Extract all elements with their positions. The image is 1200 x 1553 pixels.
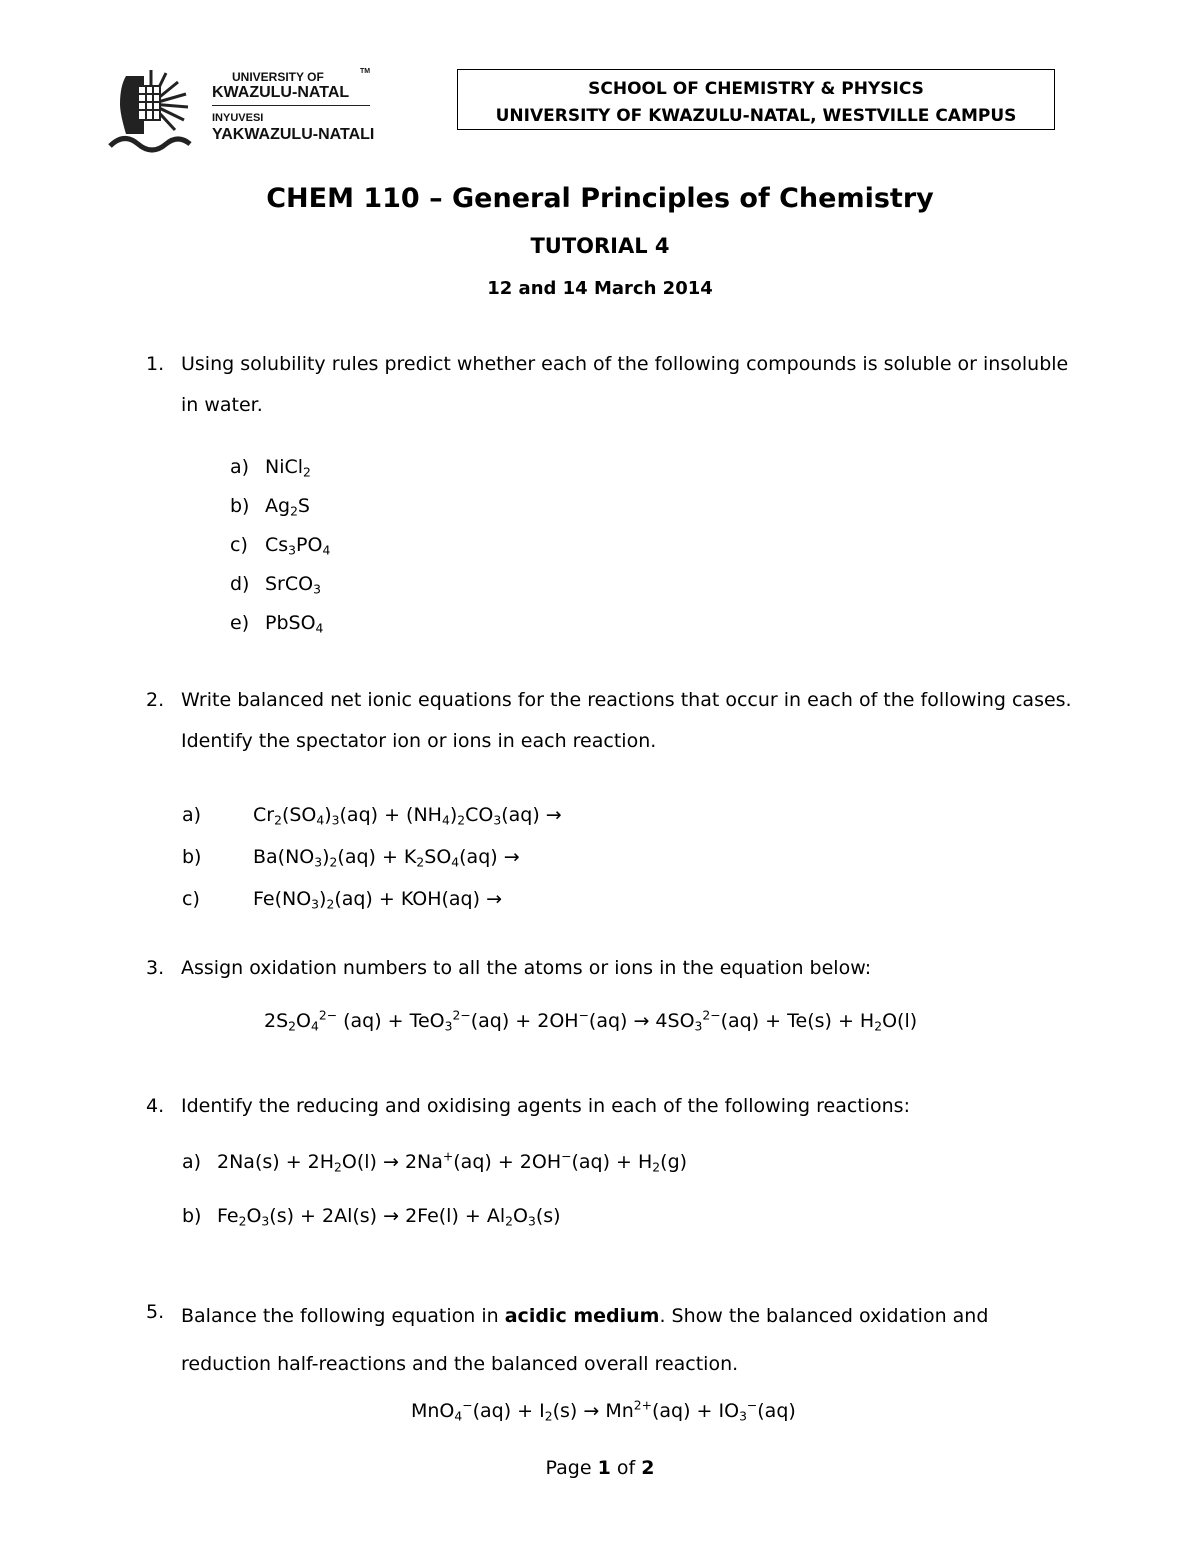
q2-item-equation: $Ba(NO_3)_2(aq) + K_2SO_4(aq)$ → [253,846,520,870]
q2-item-equation: $Cr_2(SO_4)_3(aq) + (NH_4)_2CO_3(aq)$ → [253,804,562,828]
tutorial-date: 12 and 14 March 2014 [487,278,713,299]
q4-text: Identify the reducing and oxidising agents in each of the following reactions: [181,1095,910,1117]
logo-line-2: KWAZULU-NATAL [212,84,350,101]
footer-page-number: 1 [597,1457,611,1479]
q1-item-label: c) [230,534,248,556]
q2-number: 2. [146,689,165,711]
q5-text [181,1292,1081,1388]
q5-text-before: Balance the following equation in [181,1305,505,1327]
q5-equation: $MnO_4^-(aq) + I_2(s) \to Mn^{2+}(aq) + IO_3^-(aq)$ [411,1398,796,1424]
logo-line-4: YAKWAZULU-NATALI [212,126,375,143]
q1-item-formula: NiCl$_2$ [265,456,311,480]
footer-of-word: of [616,1457,636,1479]
q1-item-label: a) [230,456,250,478]
logo-line-3: INYUVESI [212,112,264,124]
q5-number: 5. [146,1301,165,1323]
ukzn-emblem-icon [108,64,198,156]
q1-number: 1. [146,353,165,375]
tutorial-number: TUTORIAL 4 [530,234,670,258]
q3-equation: $2S_2O_4^{2-}$ $(aq) + TeO_3^{2-}(aq) + 2OH^-(aq) \to 4SO_3^{2-}(aq) + Te(s) + H_2O(l)$ [264,1008,918,1034]
q1-text: Using solubility rules predict whether each of the following compounds is soluble or insoluble in water. [181,353,1069,416]
q1-item-label: d) [230,573,250,595]
q4-item-label: b) [182,1205,202,1227]
q5-emphasis: acidic medium [504,1305,660,1327]
university-logo [108,64,378,156]
q1-item-formula: SrCO$_3$ [265,573,321,597]
q1-item-formula: $Cs_3PO_4$ [265,534,331,558]
q2-text: Write balanced net ionic equations for the reactions that occur in each of the following cases. Identify the spectator ion or ions in each reaction. [181,689,1072,752]
q1-item-formula: PbSO$_4$ [265,612,324,636]
q4-item-label: a) [182,1151,202,1173]
footer-page-total: 2 [641,1457,655,1479]
q3-number: 3. [146,957,165,979]
page-footer [0,1457,1200,1479]
q2-item-label: b) [182,846,202,868]
q4-item-equation: $2Na(s) + 2H_2O(l) \to 2Na^+(aq) + 2OH^-(aq) + H_2(g)$ [217,1149,688,1175]
course-title: CHEM 110 – General Principles of Chemistry [266,183,934,214]
q3-text: Assign oxidation numbers to all the atoms or ions in the equation below: [181,957,872,979]
q5-text-after: . Show the balanced oxidation and reduction half-reactions and the balanced overall reaction. [181,1305,989,1375]
logo-trademark: TM [360,68,371,75]
logo-divider [212,105,370,106]
q4-number: 4. [146,1095,165,1117]
q2-item-label: c) [182,888,200,910]
q1-item-label: b) [230,495,250,517]
school-name: SCHOOL OF CHEMISTRY & PHYSICS [588,79,924,99]
q2-item-label: a) [182,804,202,826]
logo-line-1: UNIVERSITY OF [232,70,324,84]
q2-item-equation: $Fe(NO_3)_2(aq) + KOH(aq)$ → [253,888,502,912]
footer-page-word: Page [545,1457,592,1479]
campus-name: UNIVERSITY OF KWAZULU-NATAL, WESTVILLE CAMPUS [495,106,1017,126]
school-header-box [457,69,1055,130]
q1-item-label: e) [230,612,250,634]
q1-item-formula: $Ag_2S$ [265,495,310,519]
q4-item-equation: $Fe_2O_3(s) + 2Al(s) \to 2Fe(l) + Al_2O_3(s)$ [217,1205,561,1229]
